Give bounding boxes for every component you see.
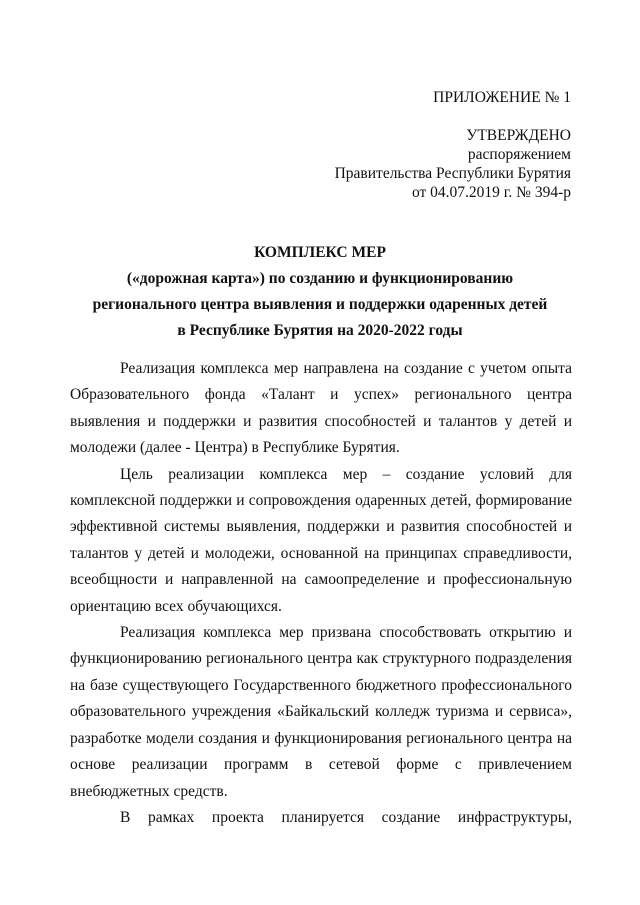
appendix-label: ПРИЛОЖЕНИЕ № 1 — [433, 89, 571, 106]
title-line-2: («дорожная карта») по созданию и функционированию — [126, 270, 514, 287]
paragraph-1: Реализация комплекса мер направлена на создание с учетом опыта Образовательного фонда «Талант и успех» регионального центра выявления и поддержки и развития способностей и талантов у детей и молодежи (далее - Центра) в Республике Бурятия. — [70, 360, 572, 457]
paragraph-3: Реализация комплекса мер призвана способствовать открытию и функционированию регионального центра как структурного подразделения на базе существующего Государственного бюджетного профессионального образовательного учреждения «Байкальский колледж туризма и сервиса», разработке модели создания и функционирования регионального центра на основе реализации программ в сетевой форме с привлечением внебюджетных средств. — [70, 624, 572, 800]
title-line-4: в Республике Бурятия на 2020-2022 годы — [177, 322, 463, 339]
date-number-label: от 04.07.2019 г. № 394-р — [411, 184, 571, 201]
document-body — [70, 356, 572, 831]
approval-header — [335, 88, 571, 202]
paragraph-2: Цель реализации комплекса мер – создание условий для комплексной поддержки и сопровождения одаренных детей, формирование эффективной системы выявления, поддержки и развития способностей и талантов у детей и молодежи, основанной на принципах справедливости, всеобщности и направленной на самоопределение и профессиональную ориентацию всех обучающихся. — [70, 465, 572, 615]
document-title — [60, 240, 580, 344]
government-label: Правительства Республики Бурятия — [334, 165, 571, 182]
title-line-1: КОМПЛЕКС МЕР — [254, 244, 386, 261]
approved-label: УТВЕРЖДЕНО — [466, 127, 571, 144]
paragraph-4: В рамках проекта планируется создание инфраструктуры, — [120, 808, 572, 826]
order-label: распоряжением — [467, 146, 571, 163]
title-line-3: регионального центра выявления и поддержки одаренных детей — [92, 296, 548, 313]
